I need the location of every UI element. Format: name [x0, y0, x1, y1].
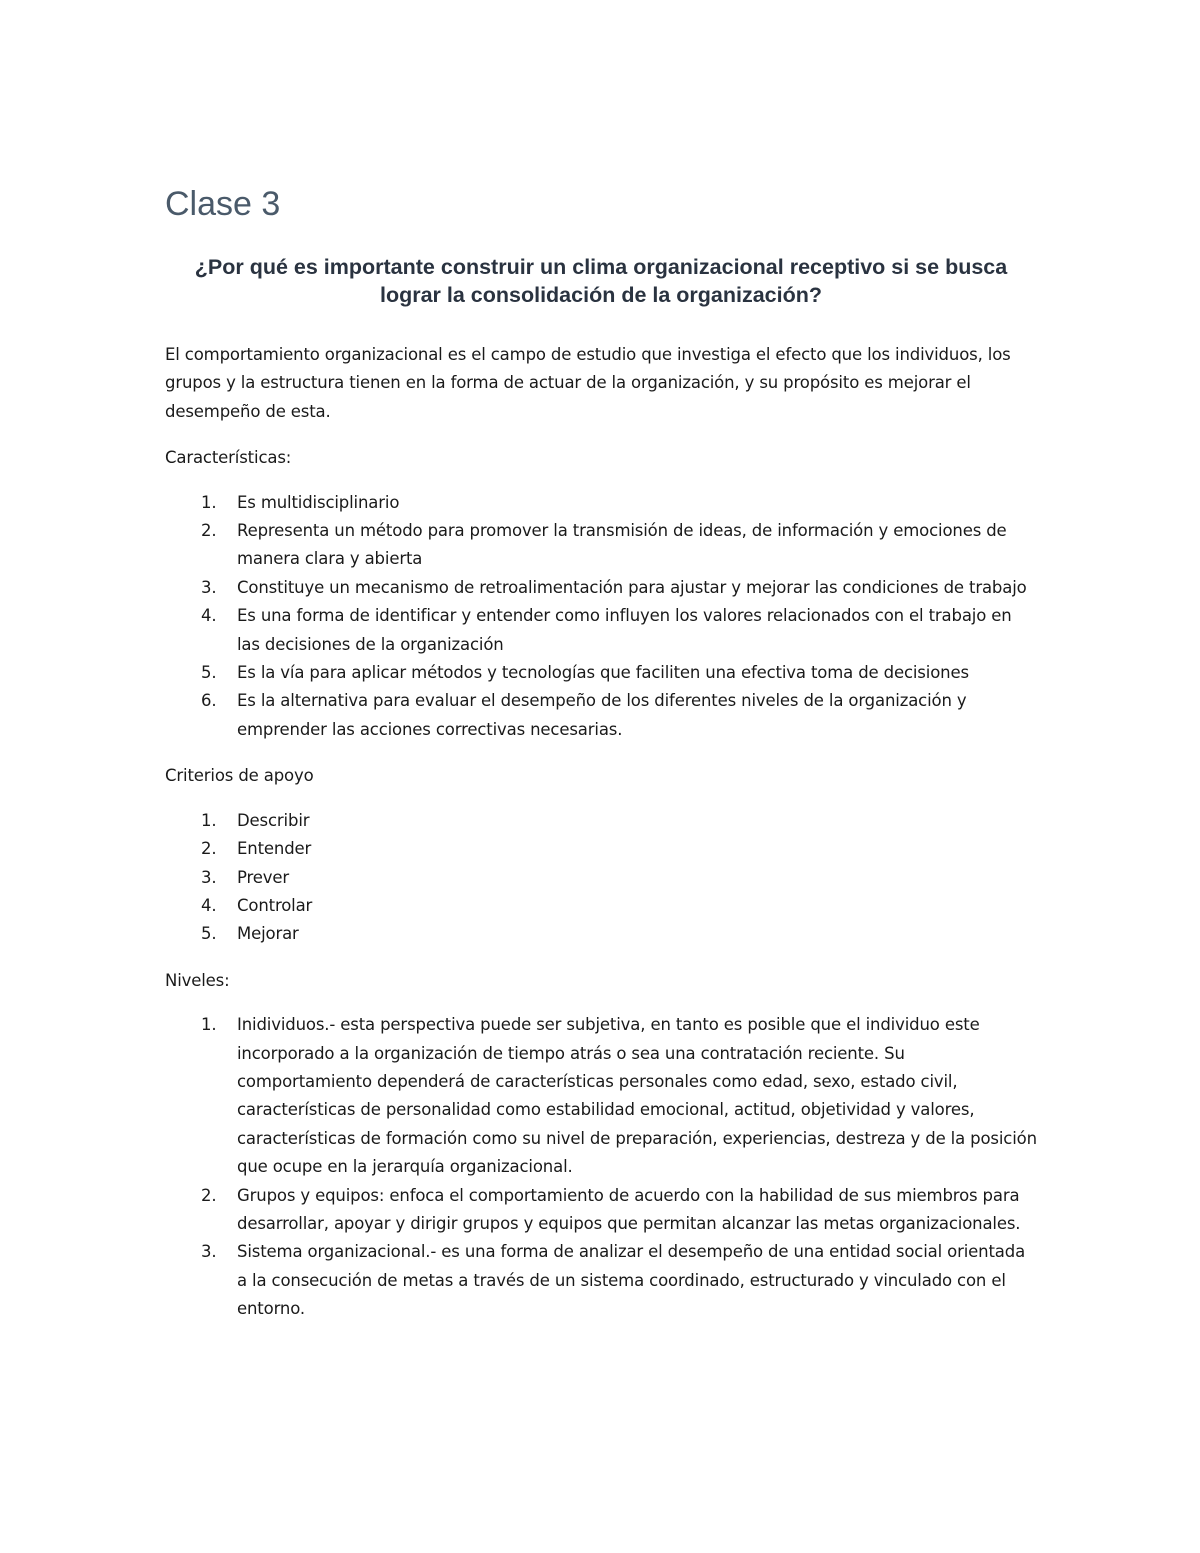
list-item: [165, 602, 1037, 659]
list-item-text: Inidividuos.- esta perspectiva puede ser subjetiva, en tanto es posible que el individuo este incorporado a la organización de tiempo atrás o sea una contratación reciente. Su comportamiento dependerá de características personales como edad, sexo, estado civil, características de personalidad como estabilidad emocional, actitud, objetividad y valores, características de formación como su nivel de preparación, experiencias, destreza y de la posición que ocupe en la jerarquía organizacional.: [237, 1015, 1037, 1177]
list-number: 3.: [201, 867, 217, 887]
niveles-list: [165, 1011, 1037, 1323]
list-number: 5.: [201, 924, 217, 944]
list-item: [165, 687, 1037, 744]
list-number: 2.: [201, 521, 217, 541]
list-number: 2.: [201, 1185, 217, 1205]
list-item-text: Grupos y equipos: enfoca el comportamiento de acuerdo con la habilidad de sus miembros para desarrollar, apoyar y dirigir grupos y equipos que permitan alcanzar las metas organizacionales.: [237, 1185, 1021, 1233]
list-item-text: Prever: [237, 867, 290, 887]
list-number: 4.: [201, 606, 217, 626]
list-item-text: Sistema organizacional.- es una forma de analizar el desempeño de una entidad social orientada a la consecución de metas a través de un sistema coordinado, estructurado y vinculado con el entorno.: [237, 1242, 1026, 1319]
list-item-text: Mejorar: [237, 924, 299, 944]
list-item-text: Es una forma de identificar y entender como influyen los valores relacionados con el trabajo en las decisiones de la organización: [237, 606, 1012, 654]
list-item-text: Constituye un mecanismo de retroalimentación para ajustar y mejorar las condiciones de trabajo: [237, 577, 1027, 597]
caracteristicas-list: [165, 489, 1037, 745]
criterios-label: Criterios de apoyo: [165, 766, 314, 786]
document-title: Clase 3: [165, 185, 281, 223]
list-number: 1.: [201, 492, 217, 512]
list-number: 6.: [201, 691, 217, 711]
list-item: [165, 659, 1037, 687]
list-item-text: Describir: [237, 810, 310, 830]
list-item: [165, 517, 1037, 574]
list-number: 5.: [201, 663, 217, 683]
question-heading: ¿Por qué es importante construir un clima organizacional receptivo si se busca lograr la consolidación de la organización?: [194, 255, 1008, 307]
list-item: [165, 1238, 1037, 1323]
list-number: 1.: [201, 810, 217, 830]
document-content: [165, 180, 1037, 1324]
list-item-text: Entender: [237, 839, 312, 859]
caracteristicas-label: Características:: [165, 448, 292, 468]
list-number: 3.: [201, 577, 217, 597]
criterios-list: [165, 807, 1037, 949]
intro-paragraph: El comportamiento organizacional es el campo de estudio que investiga el efecto que los individuos, los grupos y la estructura tienen en la forma de actuar de la organización, y su propósito es mejorar el desempeño de esta.: [165, 345, 1011, 421]
niveles-label: Niveles:: [165, 970, 230, 990]
list-item-text: Es multidisciplinario: [237, 492, 400, 512]
list-item: [165, 574, 1037, 602]
list-item-text: Es la alternativa para evaluar el desempeño de los diferentes niveles de la organización y emprender las acciones correctivas necesarias.: [237, 691, 967, 739]
list-number: 1.: [201, 1015, 217, 1035]
list-item: [165, 892, 1037, 920]
list-item: [165, 1182, 1037, 1239]
list-item-text: Es la vía para aplicar métodos y tecnologías que faciliten una efectiva toma de decisiones: [237, 663, 969, 683]
list-item: [165, 807, 1037, 835]
list-item-text: Controlar: [237, 895, 313, 915]
list-number: 2.: [201, 839, 217, 859]
list-item: [165, 489, 1037, 517]
list-number: 3.: [201, 1242, 217, 1262]
list-item: [165, 920, 1037, 948]
list-item: [165, 835, 1037, 863]
list-item: [165, 864, 1037, 892]
list-item: [165, 1011, 1037, 1181]
list-number: 4.: [201, 895, 217, 915]
list-item-text: Representa un método para promover la transmisión de ideas, de información y emociones de manera clara y abierta: [237, 521, 1007, 569]
